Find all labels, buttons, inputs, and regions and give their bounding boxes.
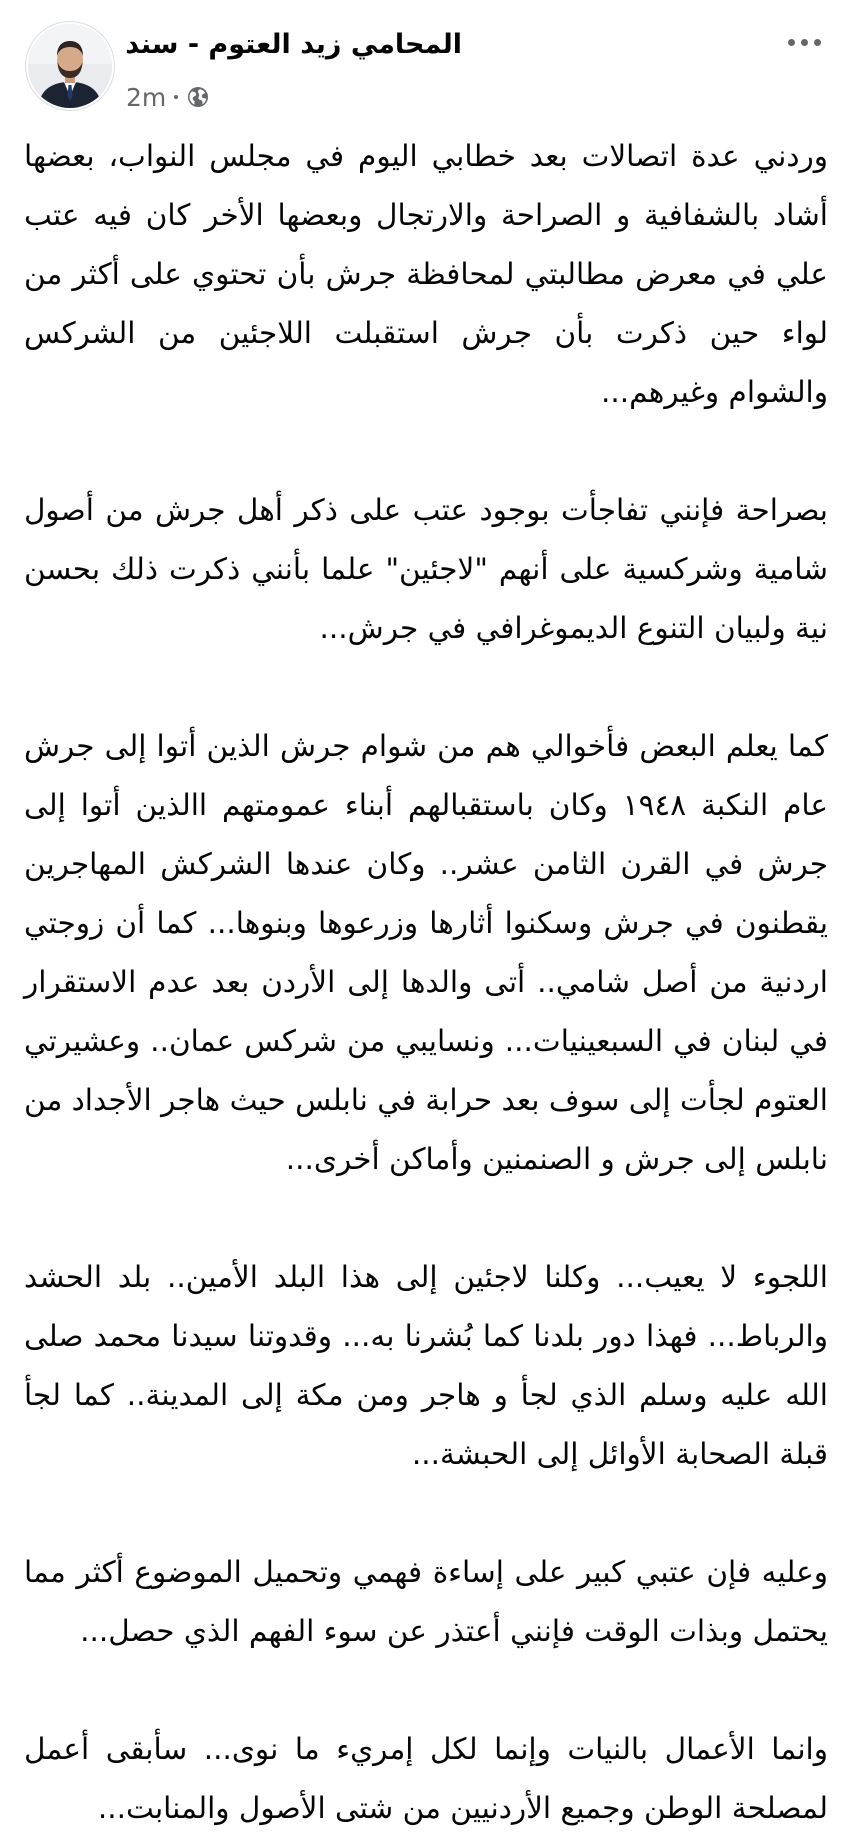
post-paragraph: كما يعلم البعض فأخوالي هم من شوام جرش الذين أتوا إلى جرش عام النكبة ١٩٤٨ وكان باستقبالهم أبناء عمومتهم االذين أتوا إلى جرش في القرن الثامن عشر.. وكان عندها الشركش المهاجرين يقطنون في جرش وسكنوا أثارها وزرعوها وبنوها... كما أن زوجتي اردنية من أصل شامي.. أتى والدها إلى الأردن بعد عدم الاستقرار في لبنان في السبعينيات... ونسايبي من شركس عمان.. وعشيرتي العتوم لجأت إلى سوف بعد حرابة في نابلس حيث هاجر الأجداد من نابلس إلى جرش و الصنمنين وأماكن أخرى... xyxy=(24,729,828,1176)
post-paragraph: بصراحة فإنني تفاجأت بوجود عتب على ذكر أهل جرش من أصول شامية وشركسية على أنهم "لاجئين" علما بأنني ذكرت ذلك بحسن نية ولبيان التنوع الديموغرافي في جرش... xyxy=(24,493,828,645)
post-paragraph: وعليه فإن عتبي كبير على إساءة فهمي وتحميل الموضوع أكثر مما يحتمل وبذات الوقت فإنني أعتذر عن سوء الفهم الذي حصل... xyxy=(24,1555,828,1648)
author-name[interactable]: المحامي زيد العتوم - سند xyxy=(125,29,462,60)
avatar[interactable] xyxy=(26,22,114,110)
post-paragraph: اللجوء لا يعيب... وكلنا لاجئين إلى هذا البلد الأمين.. بلد الحشد والرباط... فهذا دور بلدنا كما بُشرنا به... وقدوتنا سيدنا محمد صلى الله عليه وسلم الذي لجأ و هاجر ومن مكة إلى المدينة.. كما لجأ قبلة الصحابة الأوائل إلى الحبشة... xyxy=(24,1260,828,1471)
globe-icon[interactable] xyxy=(186,85,210,109)
post-timestamp[interactable]: 2m xyxy=(126,82,167,112)
post-meta xyxy=(126,82,210,112)
more-options-button[interactable] xyxy=(782,30,826,54)
avatar-photo-icon xyxy=(28,24,112,108)
separator-dot xyxy=(174,95,178,99)
more-options-icon xyxy=(788,39,795,46)
post-body xyxy=(24,127,828,1838)
post-paragraph: وانما الأعمال بالنيات وإنما لكل إمريء ما نوى... سأبقى أعمل لمصلحة الوطن وجميع الأردنيين من شتى الأصول والمنابت... xyxy=(24,1732,828,1825)
more-options-dot xyxy=(814,39,821,46)
more-options-dot xyxy=(801,39,808,46)
post-header xyxy=(0,0,850,125)
post-paragraph: وردني عدة اتصالات بعد خطابي اليوم في مجلس النواب، بعضها أشاد بالشفافية و الصراحة والارتجال وبعضها الأخر كان فيه عتب علي في معرض مطالبتي لمحافظة جرش بأن تحتوي على أكثر من لواء حين ذكرت بأن جرش استقبلت اللاجئين من الشركس والشوام وغيرهم... xyxy=(24,139,828,409)
